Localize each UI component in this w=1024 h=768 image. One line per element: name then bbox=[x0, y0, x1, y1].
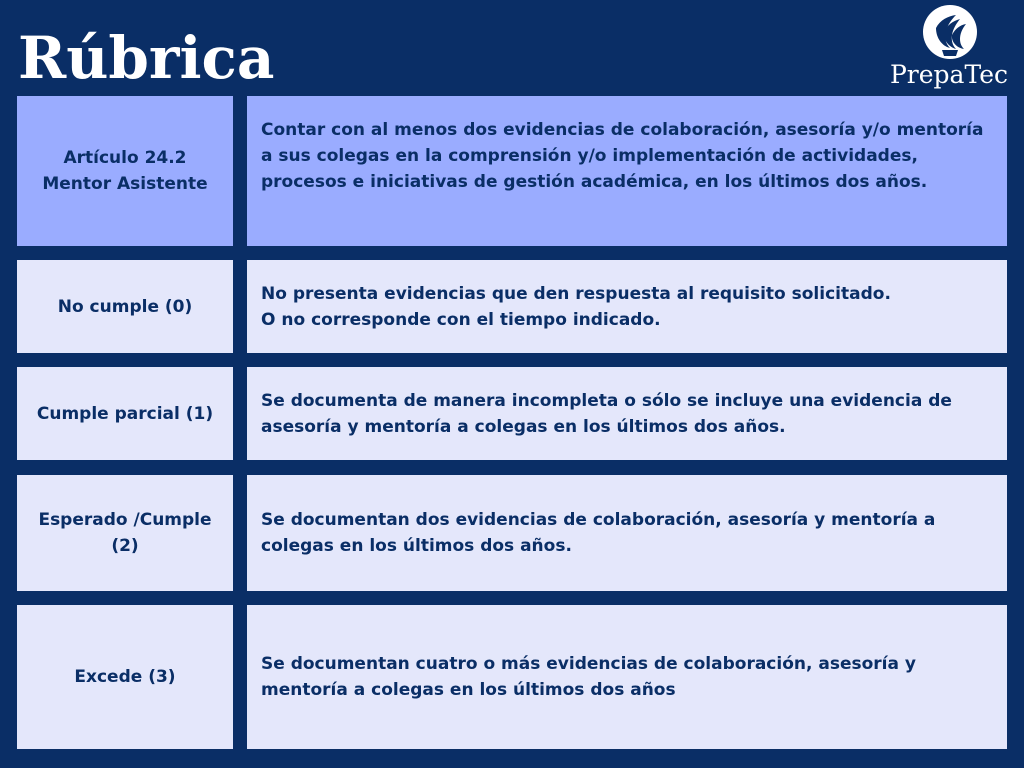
rubric-row-label bbox=[17, 367, 233, 460]
level-label: No cumple (0) bbox=[57, 296, 193, 317]
mentor-level: Mentor Asistente bbox=[42, 174, 208, 194]
rubric-row-description bbox=[247, 475, 1007, 591]
level-label: Esperado /Cumple (2) bbox=[38, 510, 212, 556]
rubric-header-description bbox=[247, 96, 1007, 246]
rubric-row-label bbox=[17, 605, 233, 749]
rubric-row-label bbox=[17, 475, 233, 591]
level-label: Cumple parcial (1) bbox=[36, 403, 214, 424]
prepatec-logo bbox=[884, 4, 1014, 96]
requirement-text: Contar con al menos dos evidencias de colaboración, asesoría y/o mentoría a sus colegas en la comprensión y/o implementación de actividades, procesos e iniciativas de gestión académica, en los últimos dos años. bbox=[261, 120, 984, 192]
level-description: Se documentan dos evidencias de colaboración, asesoría y mentoría a colegas en los últimos dos años. bbox=[261, 510, 936, 556]
level-label: Excede (3) bbox=[74, 667, 176, 687]
rubric-row-description bbox=[247, 367, 1007, 460]
rubric-row-description bbox=[247, 260, 1007, 353]
rubric-row-description bbox=[247, 605, 1007, 749]
torch-flame-icon bbox=[922, 4, 978, 60]
level-description-line: No presenta evidencias que den respuesta al requisito solicitado. bbox=[261, 283, 891, 304]
logo-wordmark: PrepaTec bbox=[889, 60, 1008, 89]
level-description: Se documenta de manera incompleta o sólo se incluye una evidencia de asesoría y mentoría a colegas en los últimos dos años. bbox=[261, 390, 952, 437]
level-description: Se documentan cuatro o más evidencias de colaboración, asesoría y mentoría a colegas en los últimos dos años bbox=[261, 654, 916, 700]
rubric-header-label bbox=[17, 96, 233, 246]
page-title: Rúbrica bbox=[18, 24, 275, 92]
article-number: Artículo 24.2 bbox=[63, 148, 187, 168]
rubric-row-label bbox=[17, 260, 233, 353]
level-description-line: O no corresponde con el tiempo indicado. bbox=[261, 309, 661, 330]
